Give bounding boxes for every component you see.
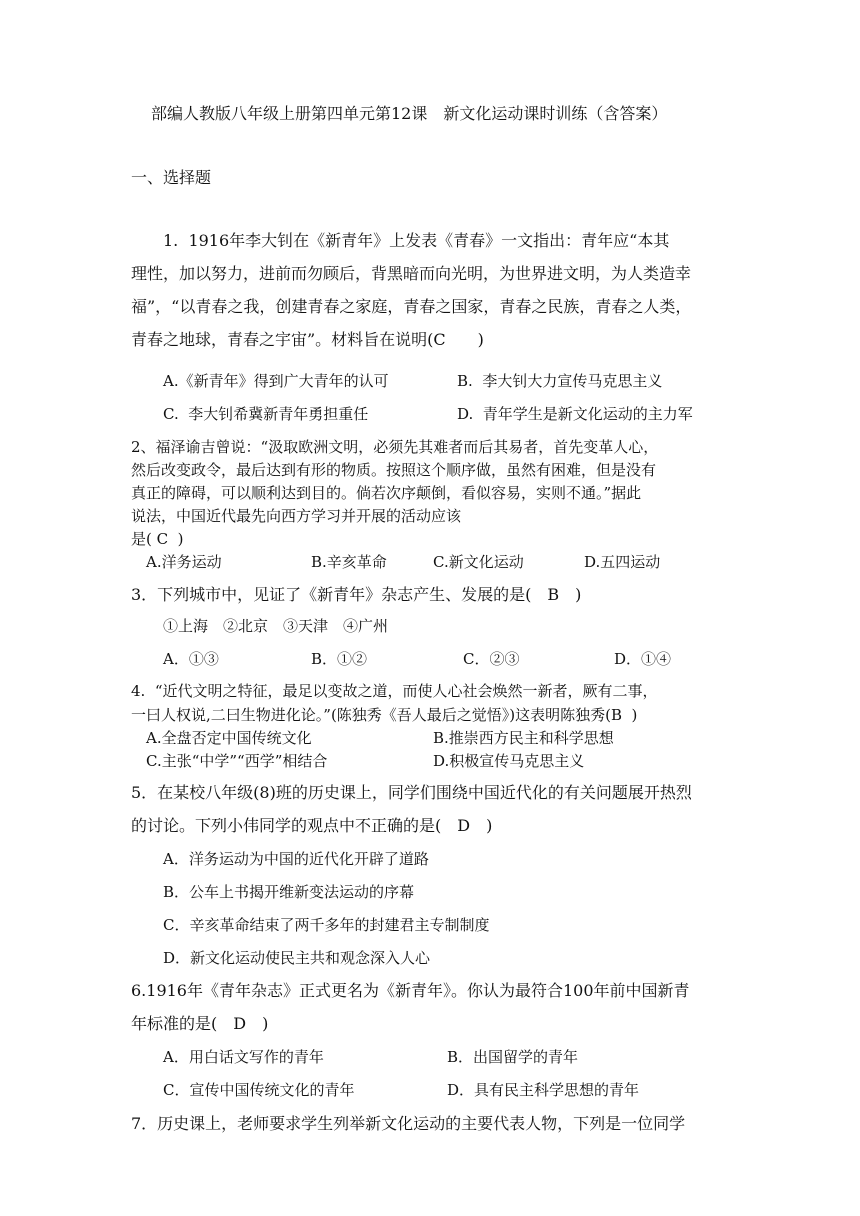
page-title: 部编人教版八年级上册第四单元第12课 新文化运动课时训练（含答案） (151, 104, 668, 123)
q4-option-c: C.主张“中学”“西学”相结合 (146, 752, 328, 770)
q3-option-a: A．①③ (163, 650, 219, 668)
q5-option-c: C．辛亥革命结束了两千多年的封建君主专制制度 (163, 916, 490, 934)
q5-option-b: B．公车上书揭开维新变法运动的序幕 (163, 883, 415, 901)
q3-option-b: B．①② (311, 650, 368, 668)
q4-line-1: 4. “近代文明之特征，最足以变故之道，而使人心社会焕然一新者，厥有二事， (131, 682, 658, 700)
q2-option-d: D.五四运动 (584, 553, 661, 571)
q1-option-d: D. 青年学生是新文化运动的主力军 (457, 405, 693, 423)
q4-option-b: B.推崇西方民主和科学思想 (433, 729, 614, 747)
q1-line-3: 福”，“以青春之我，创建青春之家庭，青春之国家，青春之民族，青春之人类， (131, 297, 692, 316)
q2-line-5: 是( C ) (131, 530, 184, 548)
q6-option-c: C．宣传中国传统文化的青年 (163, 1081, 355, 1099)
q2-option-c: C.新文化运动 (433, 553, 524, 571)
q7-line-1: 7．历史课上，老师要求学生列举新文化运动的主要代表人物，下列是一位同学 (131, 1114, 686, 1133)
q6-option-d: D．具有民主科学思想的青年 (447, 1081, 640, 1099)
q3-items: ①上海 ②北京 ③天津 ④广州 (163, 617, 389, 635)
q2-line-2: 然后改变政令，最后达到有形的物质。按照这个顺序做，虽然有困难，但是没有 (131, 461, 657, 479)
section-heading: 一、选择题 (131, 168, 212, 187)
q1-line-2: 理性，加以努力，进前而勿顾后，背黑暗而向光明，为世界进文明，为人类造幸 (131, 264, 692, 283)
q1-option-c: C. 李大钊希冀新青年勇担重任 (163, 405, 369, 423)
q1-line-1: 1. 1916年李大钊在《新青年》上发表《青春》一文指出：青年应“本其 (163, 231, 670, 250)
q5-line-1: 5．在某校八年级(8)班的历史课上，同学们围绕中国近代化的有关问题展开热烈 (131, 783, 692, 802)
q5-option-a: A．洋务运动为中国的近代化开辟了道路 (163, 850, 429, 868)
q3-option-c: C．②③ (463, 650, 520, 668)
q1-option-b: B. 李大钊大力宣传马克思主义 (457, 372, 663, 390)
q1-line-4: 青春之地球，青春之宇宙”。材料旨在说明(C ) (131, 330, 484, 349)
q2-option-b: B.辛亥革命 (311, 553, 387, 571)
q3-stem: 3．下列城市中，见证了《新青年》杂志产生、发展的是( B ) (131, 585, 582, 604)
q6-line-1: 6.1916年《青年杂志》正式更名为《新青年》。你认为最符合100年前中国新青 (131, 981, 690, 1000)
q4-option-d: D.积极宣传马克思主义 (433, 752, 585, 770)
q2-option-a: A.洋务运动 (146, 553, 222, 571)
q2-line-1: 2、福泽谕吉曾说：“汲取欧洲文明，必须先其难者而后其易者，首先变革人心， (131, 438, 659, 456)
q4-option-a: A.全盘否定中国传统文化 (146, 729, 312, 747)
q5-option-d: D．新文化运动使民主共和观念深入人心 (163, 949, 431, 967)
q6-option-a: A．用白话文写作的青年 (163, 1048, 324, 1066)
q6-line-2: 年标准的是( D ) (131, 1014, 269, 1033)
q2-line-4: 说法，中国近代最先向西方学习并开展的活动应该 (131, 507, 462, 525)
q4-line-2: 一曰人权说,二曰生物进化论。”(陈独秀《吾人最后之觉悟》)这表明陈独秀(B ) (131, 706, 638, 724)
q1-option-a: A.《新青年》得到广大青年的认可 (163, 372, 389, 390)
q5-line-2: 的讨论。下列小伟同学的观点中不正确的是( D ) (131, 816, 493, 835)
q6-option-b: B．出国留学的青年 (447, 1048, 579, 1066)
q2-line-3: 真正的障碍，可以顺利达到目的。倘若次序颠倒，看似容易，实则不通。”据此 (131, 484, 642, 502)
q3-option-d: D．①④ (614, 650, 672, 668)
